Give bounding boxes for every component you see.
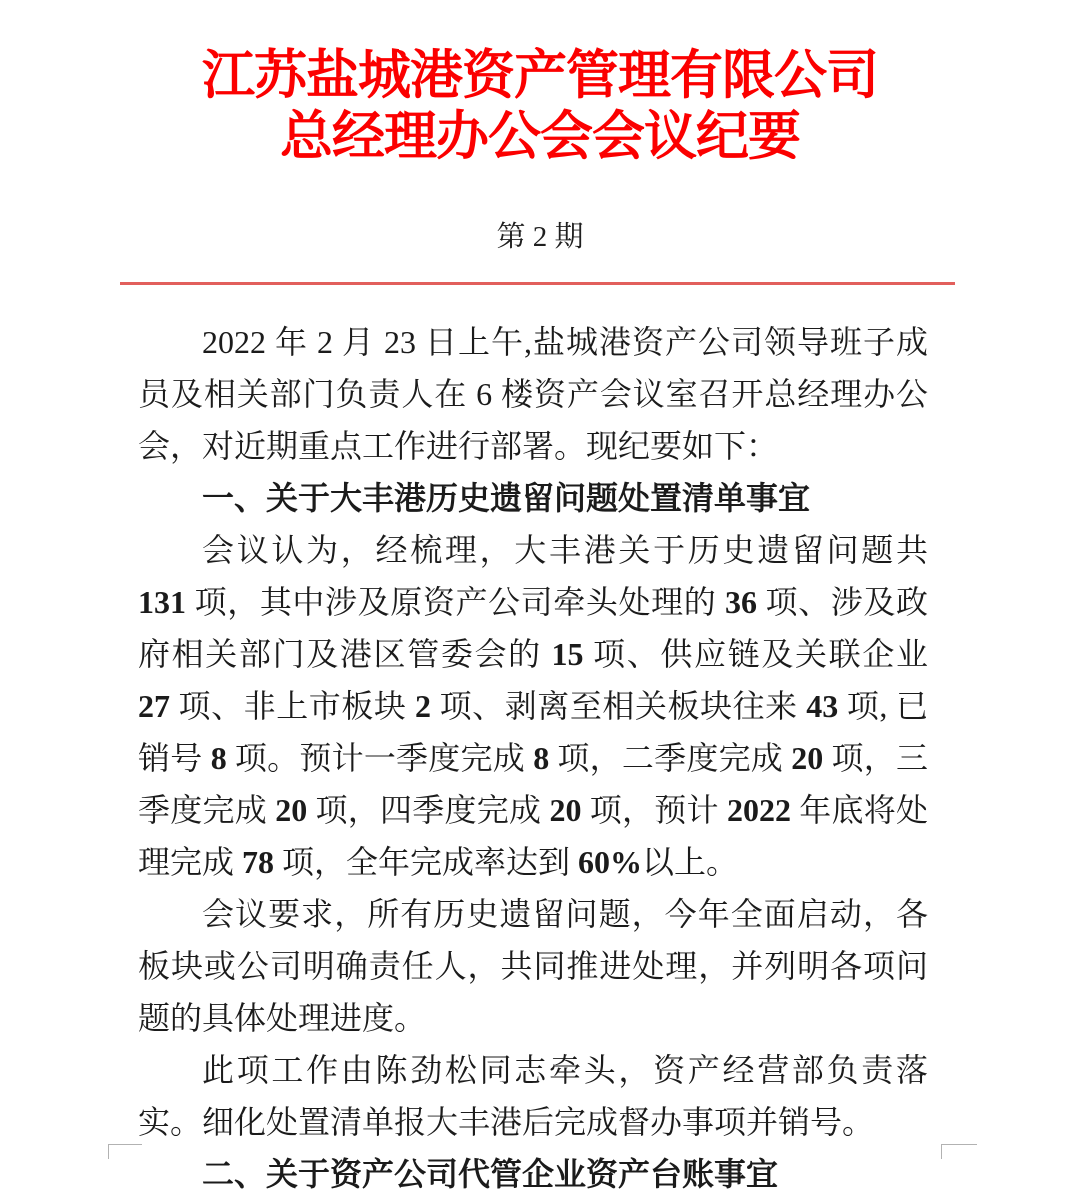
document-title-line1: 江苏盐城港资产管理有限公司 xyxy=(202,47,878,105)
title-divider xyxy=(120,282,955,285)
section-heading: 一、关于大丰港历史遗留问题处置清单事宜 xyxy=(202,480,811,516)
document-title-line2: 总经理办公会会议纪要 xyxy=(280,108,800,166)
body-paragraph: 会议认为，经梳理，大丰港关于历史遗留问题共 131 项，其中涉及原资产公司牵头处理的 36 项、涉及政府相关部门及港区管委会的 15 项、供应链及关联企业 27 项、非上市板块 2 项、剥离至相关板块往来 43 项, 已销号 8 项。预计一季度完成 8 项，二季度完成 20 项，三季度完成 20 项，四季度完成 20 项，预计 2022 年底将处理完成 78 项，全年完成率达到 60%以上。 xyxy=(138,532,928,880)
body-paragraph: 2022 年 2 月 23 日上午,盐城港资产公司领导班子成员及相关部门负责人在 6 楼资产会议室召开总经理办公会，对近期重点工作进行部署。现纪要如下： xyxy=(138,324,928,464)
section-heading: 二、关于资产公司代管企业资产台账事宜 xyxy=(202,1156,779,1192)
document-title xyxy=(0,0,1080,168)
document-body xyxy=(138,316,928,1200)
body-paragraph: 此项工作由陈劲松同志牵头，资产经营部负责落实。细化处置清单报大丰港后完成督办事项并销号。 xyxy=(138,1052,928,1140)
body-paragraph: 会议要求，所有历史遗留问题，今年全面启动，各板块或公司明确责任人，共同推进处理，并列明各项问题的具体处理进度。 xyxy=(138,896,928,1036)
issue-number: 第 2 期 xyxy=(496,221,584,253)
